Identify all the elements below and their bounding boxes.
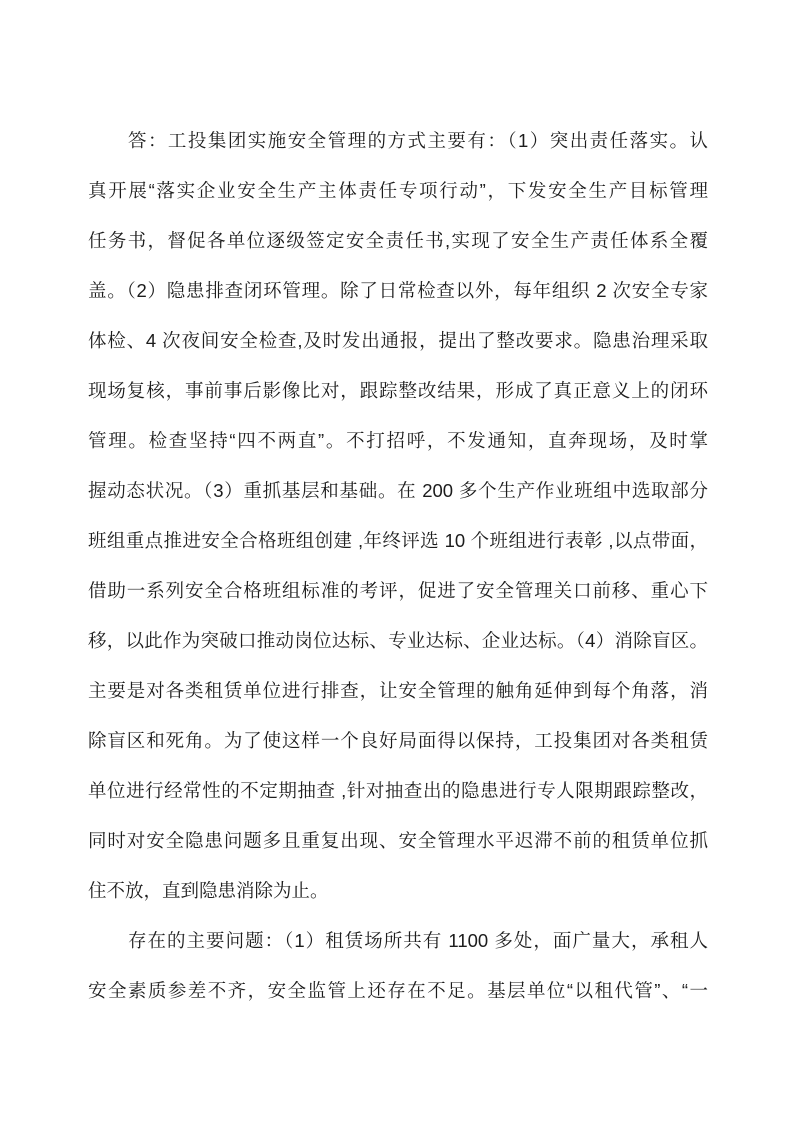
text-line: 真开展“落实企业安全生产主体责任专项行动”，下发安全生产目标管理 (88, 180, 708, 201)
text-line: 存在的主要问题：（1）租赁场所共有 1100 多处，面广量大，承租人 (128, 930, 708, 951)
text-line: 移，以此作为突破口推动岗位达标、专业达标、企业达标。（4）消除盲区。 (88, 630, 708, 651)
paragraph-problems (88, 916, 708, 1016)
text-line: 除盲区和死角。为了使这样一个良好局面得以保持，工投集团对各类租赁 (88, 730, 708, 751)
text-line: 同时对安全隐患问题多且重复出现、安全管理水平迟滞不前的租赁单位抓 (88, 830, 708, 851)
document-body-text (88, 116, 708, 1016)
text-line: 盖。（2）隐患排查闭环管理。除了日常检查以外，每年组织 2 次安全专家 (88, 280, 708, 301)
text-line: 主要是对各类租赁单位进行排查，让安全管理的触角延伸到每个角落，消 (88, 680, 708, 701)
text-line: 握动态状况。（3）重抓基层和基础。在 200 多个生产作业班组中选取部分 (88, 480, 708, 501)
text-line: 管理。检查坚持“四不两直”。不打招呼，不发通知，直奔现场，及时掌 (88, 430, 708, 451)
text-line: 住不放，直到隐患消除为止。 (88, 880, 329, 901)
text-line: 现场复核，事前事后影像比对，跟踪整改结果，形成了真正意义上的闭环 (88, 380, 708, 401)
text-line: 单位进行经常性的不定期抽查 ,针对抽查出的隐患进行专人限期跟踪整改， (88, 780, 708, 801)
text-line: 班组重点推进安全合格班组创建 ,年终评选 10 个班组进行表彰 ,以点带面， (88, 530, 708, 551)
text-line: 任务书，督促各单位逐级签定安全责任书,实现了安全生产责任体系全覆 (88, 230, 708, 251)
text-line: 答：工投集团实施安全管理的方式主要有：（1）突出责任落实。认 (128, 130, 708, 151)
text-line: 借助一系列安全合格班组标准的考评，促进了安全管理关口前移、重心下 (88, 580, 708, 601)
text-line: 安全素质参差不齐，安全监管上还存在不足。基层单位“以租代管”、“一 (88, 980, 708, 1001)
paragraph-answer (88, 116, 708, 916)
text-line: 体检、4 次夜间安全检查,及时发出通报，提出了整改要求。隐患治理采取 (88, 330, 708, 351)
